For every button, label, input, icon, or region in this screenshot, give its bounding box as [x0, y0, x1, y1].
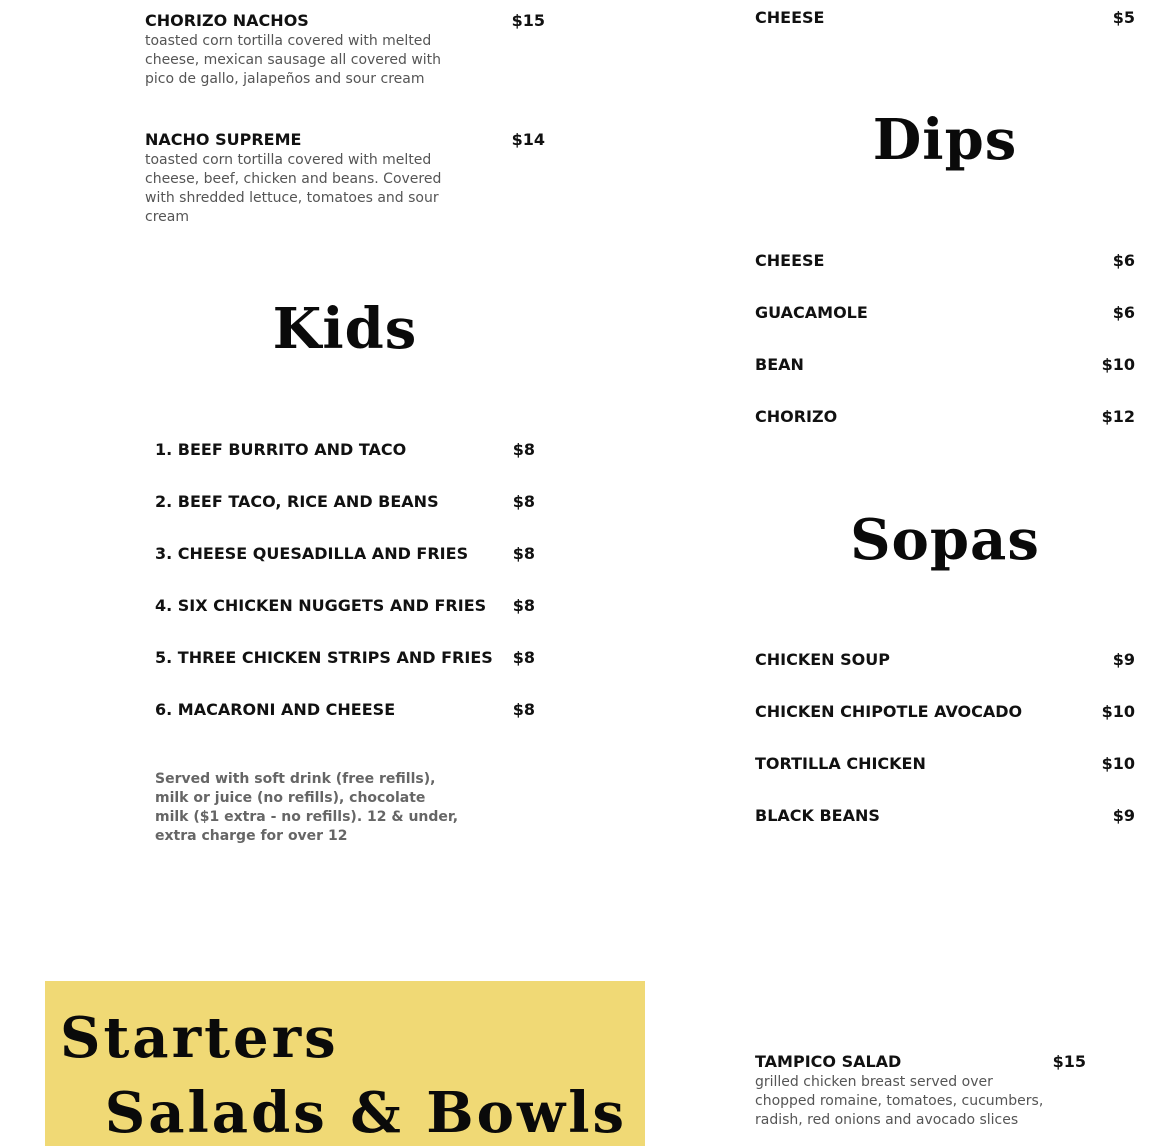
item-description: toasted corn tortilla covered with melted cheese, mexican sausage all covered with pico de gallo, jalapeños and sour cream — [145, 33, 442, 87]
menu-item — [145, 11, 545, 121]
item-price: $15 — [1052, 1052, 1086, 1071]
item-price: $14 — [511, 130, 545, 149]
item-price: $15 — [511, 11, 545, 30]
menu-item — [155, 492, 535, 544]
item-name: TORTILLA CHICKEN — [755, 754, 926, 773]
banner-title-starters: Starters — [60, 1005, 339, 1071]
item-name: BEAN — [755, 355, 804, 374]
item-name: CHEESE — [755, 251, 825, 270]
section-title-sopas: Sopas — [850, 507, 1040, 573]
menu-item — [755, 754, 1135, 806]
item-name: GUACAMOLE — [755, 303, 868, 322]
banner-title-salads-bowls: Salads & Bowls — [104, 1080, 627, 1146]
menu-item — [755, 650, 1135, 702]
item-price: $8 — [512, 700, 535, 719]
item-price: $6 — [1112, 251, 1135, 270]
item-name: 4. SIX CHICKEN NUGGETS AND FRIES — [155, 596, 487, 615]
item-price: $6 — [1112, 303, 1135, 322]
item-name: 3. CHEESE QUESADILLA AND FRIES — [155, 544, 469, 563]
item-price: $8 — [512, 440, 535, 459]
menu-item — [155, 596, 535, 648]
item-name: CHEESE — [755, 8, 825, 27]
sopas-list — [755, 650, 1135, 858]
menu-item — [755, 355, 1135, 407]
dips-list — [755, 251, 1135, 459]
item-price: $8 — [512, 544, 535, 563]
item-name: CHORIZO NACHOS — [145, 11, 309, 30]
menu-item — [755, 8, 1135, 28]
item-description: toasted corn tortilla covered with melted cheese, beef, chicken and beans. Covered with shredded lettuce, tomatoes and sour cream — [145, 152, 442, 225]
kids-note: Served with soft drink (free refills), milk or juice (no refills), chocolate milk ($1 extra - no refills). 12 & under, extra charge for over 12 — [155, 771, 459, 844]
item-description: grilled chicken breast served over chopped romaine, tomatoes, cucumbers, radish, red onions and avocado slices — [755, 1074, 1044, 1128]
menu-item — [755, 251, 1135, 303]
item-name: CHICKEN SOUP — [755, 650, 890, 669]
menu-item — [155, 544, 535, 596]
item-price: $5 — [1112, 8, 1135, 27]
menu-item — [755, 407, 1135, 459]
item-price: $10 — [1101, 754, 1135, 773]
item-name: 2. BEEF TACO, RICE AND BEANS — [155, 492, 439, 511]
item-price: $10 — [1101, 355, 1135, 374]
kids-list — [155, 440, 535, 752]
item-name: 5. THREE CHICKEN STRIPS AND FRIES — [155, 648, 493, 667]
menu-item — [755, 806, 1135, 858]
menu-item — [755, 303, 1135, 355]
item-name: 6. MACARONI AND CHEESE — [155, 700, 396, 719]
menu-item — [155, 700, 535, 752]
item-price: $9 — [1112, 806, 1135, 825]
item-name: CHICKEN CHIPOTLE AVOCADO — [755, 702, 1023, 721]
section-title-kids: Kids — [272, 296, 418, 362]
item-name: CHORIZO — [755, 407, 838, 426]
item-name: TAMPICO SALAD — [755, 1052, 902, 1071]
item-price: $9 — [1112, 650, 1135, 669]
item-name: NACHO SUPREME — [145, 130, 302, 149]
menu-item — [155, 440, 535, 492]
section-title-dips: Dips — [872, 107, 1018, 173]
nachos-section — [145, 11, 545, 230]
menu-item — [755, 702, 1135, 754]
item-price: $8 — [512, 492, 535, 511]
section-banner — [45, 981, 645, 1146]
item-price: $12 — [1101, 407, 1135, 426]
menu-item — [145, 130, 545, 230]
item-name: 1. BEEF BURRITO AND TACO — [155, 440, 407, 459]
item-price: $8 — [512, 648, 535, 667]
menu-item — [755, 1052, 1086, 1142]
item-price: $10 — [1101, 702, 1135, 721]
item-price: $8 — [512, 596, 535, 615]
item-name: BLACK BEANS — [755, 806, 880, 825]
menu-item — [155, 648, 535, 700]
